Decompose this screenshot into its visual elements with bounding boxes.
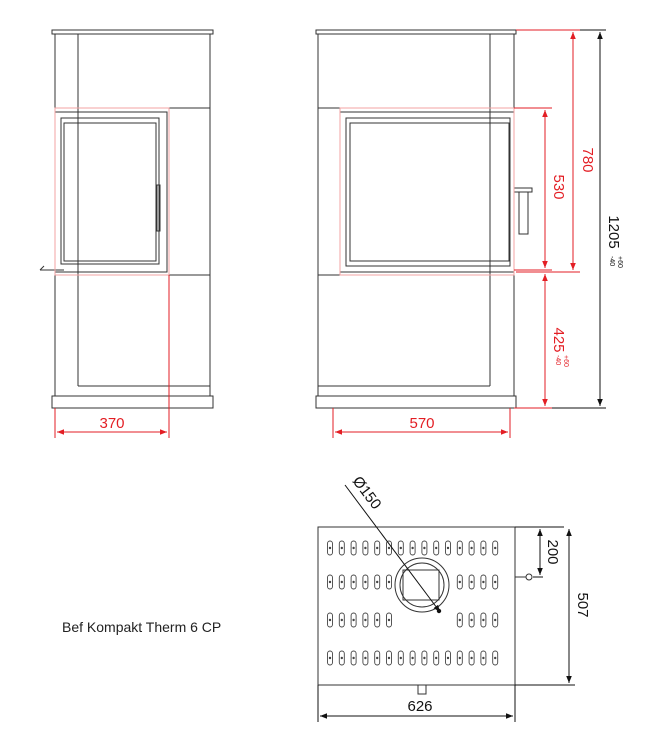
vent-slot-dot [364,581,366,583]
vent-slot-dot [435,547,437,549]
vent-slot-dot [364,619,366,621]
vent-slot-dot [341,581,343,583]
vent-slot-dot [400,657,402,659]
top-width-dimension [318,685,515,722]
vent-slot-dot [352,547,354,549]
vent-slot-dot [376,547,378,549]
vent-slot-dot [494,581,496,583]
door-height-dimension [516,30,596,272]
vent-slot-dot [388,581,390,583]
base-height-label: 425 [550,327,567,353]
side-width-dimension [55,275,169,438]
vent-slot-dot [423,547,425,549]
vent-slot-dot [341,547,343,549]
vent-slot-dot [329,619,331,621]
flue-offset-dimension [515,527,564,577]
base-height-tol-lower: -40 [554,355,561,366]
base-height-dimension [514,274,569,408]
vent-slot-dot [352,581,354,583]
vent-slot-dot [423,657,425,659]
flue-offset-label: 200 [544,539,561,565]
vent-slot-dot [482,619,484,621]
total-height-label: 1205 [605,215,622,249]
front-width-dimension [333,408,510,438]
vent-slot-dot [400,547,402,549]
vent-slot-dot [341,619,343,621]
front-view [316,30,532,408]
glass-height-label: 530 [550,174,567,200]
vent-slot-dot [482,657,484,659]
depth-label: 507 [574,592,591,618]
total-height-tol-lower: -40 [608,256,615,267]
vent-slot-dot [329,657,331,659]
vent-slot-dot [411,657,413,659]
top-width-label: 626 [407,698,433,715]
vent-slot-dot [329,581,331,583]
flue-diameter-label: Ø150 [348,473,385,513]
vent-slot-dot [435,657,437,659]
vent-slot-dot [376,619,378,621]
front-view-highlight [340,108,514,275]
vent-slot-dot [352,657,354,659]
vent-slot-dot [470,619,472,621]
vent-slot-dot [482,547,484,549]
side-width-label: 370 [99,415,125,432]
vent-slot-dot [494,547,496,549]
vent-slot-dot [376,657,378,659]
vent-slot-dot [341,657,343,659]
front-width-label: 570 [409,415,435,432]
vent-slot-dot [470,657,472,659]
side-view [40,30,213,408]
vent-slot-dot [459,581,461,583]
vent-slot-dot [388,547,390,549]
vent-slot-dot [494,619,496,621]
vent-slot-dot [364,657,366,659]
vent-slot-dot [411,547,413,549]
vent-slot-dot [482,581,484,583]
side-view-highlight [55,108,169,275]
vent-slot-dot [388,657,390,659]
vent-slot-dot [459,657,461,659]
vent-slot-dot [329,547,331,549]
vent-slot-dot [459,619,461,621]
vent-slot-dot [364,547,366,549]
door-height-label: 780 [579,147,596,173]
vent-slot-dot [494,657,496,659]
vent-slot-dot [459,547,461,549]
vent-slot-dot [447,547,449,549]
vent-slot-dot [470,581,472,583]
vent-slot-dot [376,581,378,583]
product-caption: Bef Kompakt Therm 6 CP [62,619,222,635]
vent-slot-dot [352,619,354,621]
top-view [318,527,532,694]
vent-slot-dot [447,657,449,659]
vent-slot-dot [388,619,390,621]
vent-slot-dot [470,547,472,549]
total-height-tol-upper: +60 [616,256,623,268]
base-height-tol-upper: +60 [562,355,569,367]
glass-height-dimension [514,108,567,270]
